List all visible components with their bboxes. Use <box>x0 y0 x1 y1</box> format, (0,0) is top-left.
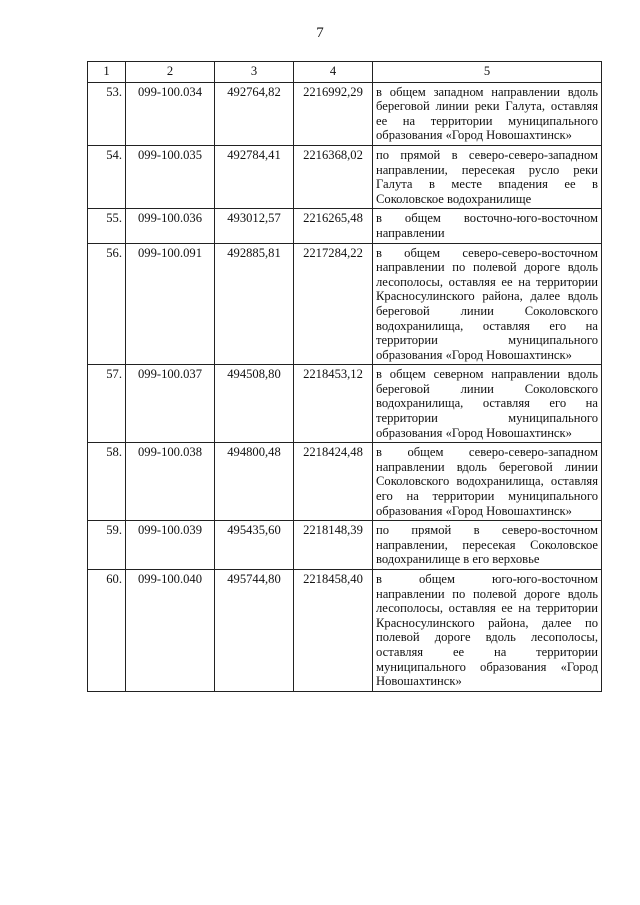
boundary-description: по прямой в северо-восточном направлении, пересекая Соколовское водохранилище в его верховье <box>373 521 602 570</box>
coordinate-y: 2216265,48 <box>294 209 373 243</box>
coordinate-x: 493012,57 <box>215 209 294 243</box>
table-row <box>88 209 602 243</box>
coordinate-x: 494508,80 <box>215 365 294 443</box>
coordinate-x: 495744,80 <box>215 570 294 692</box>
column-header: 3 <box>215 62 294 83</box>
coordinate-x: 492764,82 <box>215 82 294 145</box>
row-number: 59. <box>88 521 126 570</box>
row-number: 54. <box>88 145 126 208</box>
column-header: 1 <box>88 62 126 83</box>
coordinate-x: 492784,41 <box>215 145 294 208</box>
boundary-points-table <box>87 61 602 692</box>
boundary-description: в общем юго-юго-восточном направлении по полевой дороге вдоль лесополосы, оставляя ее на территории Красносулинского района, далее по полевой дороге вдоль лесополосы, оставляя ее на территории муниципального образования «Город Новошахтинск» <box>373 570 602 692</box>
table-header-row <box>88 62 602 83</box>
boundary-description: в общем северо-северо-западном направлении вдоль береговой линии Соколовского водохранилища, оставляя его на территории муниципального образования «Город Новошахтинск» <box>373 443 602 521</box>
table-row <box>88 521 602 570</box>
row-number: 53. <box>88 82 126 145</box>
point-code: 099-100.037 <box>126 365 215 443</box>
column-header: 5 <box>373 62 602 83</box>
boundary-description: в общем западном направлении вдоль береговой линии реки Галута, оставляя ее на территории муниципального образования «Город Новошахтинск» <box>373 82 602 145</box>
coordinate-y: 2218458,40 <box>294 570 373 692</box>
table-row <box>88 243 602 365</box>
table-row <box>88 365 602 443</box>
coordinate-x: 495435,60 <box>215 521 294 570</box>
point-code: 099-100.035 <box>126 145 215 208</box>
table-row <box>88 443 602 521</box>
boundary-description: в общем северо-северо-восточном направлении по полевой дороге вдоль лесополосы, оставляя ее на территории Красносулинского района, далее вдоль береговой линии Соколовского водохранилища, оставляя его на территории муниципального образования «Город Новошахтинск» <box>373 243 602 365</box>
row-number: 60. <box>88 570 126 692</box>
point-code: 099-100.036 <box>126 209 215 243</box>
column-header: 2 <box>126 62 215 83</box>
boundary-description: в общем восточно-юго-восточном направлении <box>373 209 602 243</box>
row-number: 56. <box>88 243 126 365</box>
coordinate-y: 2218453,12 <box>294 365 373 443</box>
coordinate-y: 2218148,39 <box>294 521 373 570</box>
boundary-description: по прямой в северо-северо-западном направлении, пересекая русло реки Галута в месте впадения ее в Соколовское водохранилище <box>373 145 602 208</box>
point-code: 099-100.091 <box>126 243 215 365</box>
coordinate-y: 2218424,48 <box>294 443 373 521</box>
point-code: 099-100.040 <box>126 570 215 692</box>
point-code: 099-100.034 <box>126 82 215 145</box>
point-code: 099-100.039 <box>126 521 215 570</box>
coordinate-x: 492885,81 <box>215 243 294 365</box>
point-code: 099-100.038 <box>126 443 215 521</box>
column-header: 4 <box>294 62 373 83</box>
row-number: 57. <box>88 365 126 443</box>
row-number: 58. <box>88 443 126 521</box>
row-number: 55. <box>88 209 126 243</box>
table-row <box>88 145 602 208</box>
table-row <box>88 570 602 692</box>
coordinate-y: 2216368,02 <box>294 145 373 208</box>
boundary-description: в общем северном направлении вдоль береговой линии Соколовского водохранилища, оставляя его на территории муниципального образования «Город Новошахтинск» <box>373 365 602 443</box>
table-row <box>88 82 602 145</box>
coordinate-y: 2217284,22 <box>294 243 373 365</box>
coordinate-y: 2216992,29 <box>294 82 373 145</box>
page-number: 7 <box>316 25 324 41</box>
coordinate-x: 494800,48 <box>215 443 294 521</box>
